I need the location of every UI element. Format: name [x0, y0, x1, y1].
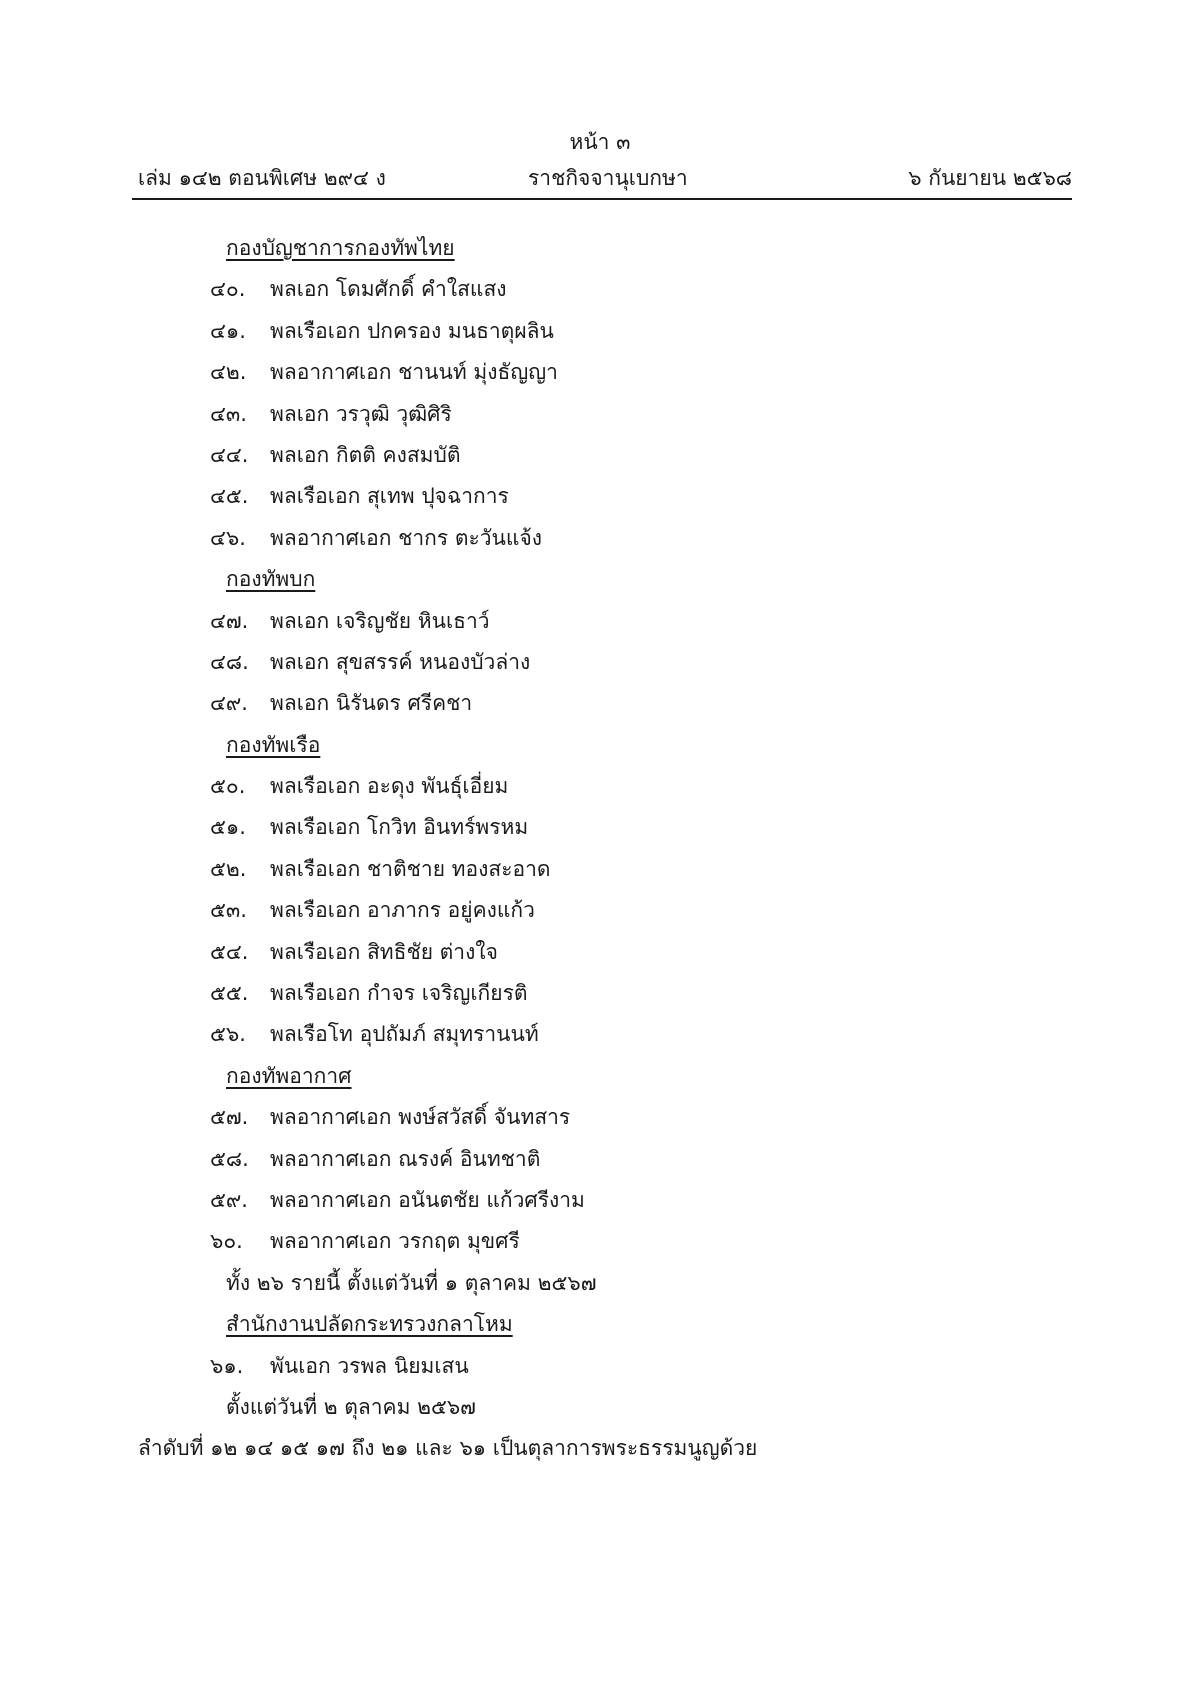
item-name: พลเอก โดมศักดิ์ คำใสแสง: [270, 277, 507, 302]
item-name: พลเรือเอก อาภากร อยู่คงแก้ว: [270, 898, 535, 923]
item-number: ๕๔.: [210, 939, 249, 964]
item-name: พลเอก สุขสรรค์ หนองบัวล่าง: [270, 649, 531, 674]
item-number: ๕๐.: [210, 774, 246, 799]
section-heading-text: กองทัพบก: [226, 567, 316, 592]
list-item: [0, 1139, 1200, 1180]
item-number: ๖๑.: [210, 1353, 244, 1378]
item-number: ๔๘.: [210, 649, 249, 674]
effective-date-note: ตั้งแต่วันที่ ๒ ตุลาคม ๒๕๖๗: [226, 1394, 476, 1419]
list-item: [0, 849, 1200, 890]
list-item: [0, 807, 1200, 848]
item-name: พลอากาศเอก พงษ์สวัสดิ์ จันทสาร: [270, 1105, 571, 1130]
item-number: ๔๒.: [210, 360, 247, 385]
item-number: ๔๑.: [210, 318, 246, 343]
list-item: [0, 518, 1200, 559]
list-item: [0, 1346, 1200, 1387]
item-number: ๔๙.: [210, 691, 248, 716]
item-number: ๖๐.: [210, 1229, 243, 1254]
list-item: [0, 1014, 1200, 1055]
item-number: ๔๗.: [210, 608, 249, 633]
item-number: ๕๕.: [210, 981, 249, 1006]
volume-issue: เล่ม ๑๔๒ ตอนพิเศษ ๒๙๔ ง: [138, 166, 386, 190]
item-number: ๕๗.: [210, 1105, 249, 1130]
item-name: พันเอก วรพล นิยมเสน: [270, 1353, 469, 1378]
item-number: ๕๓.: [210, 898, 247, 923]
item-name: พลอากาศเอก ชานนท์ มุ่งธัญญา: [270, 360, 558, 385]
section-heading-text: กองทัพอากาศ: [226, 1063, 352, 1088]
item-name: พลเรือเอก กำจร เจริญเกียรติ: [270, 981, 528, 1006]
list-item: [0, 394, 1200, 435]
item-name: พลเอก นิรันดร ศรีคชา: [270, 691, 473, 716]
item-number: ๔๕.: [210, 484, 249, 509]
item-name: พลเรือเอก สุเทพ ปุจฉาการ: [270, 484, 509, 509]
list-item: [0, 1221, 1200, 1262]
item-number: ๕๑.: [210, 815, 246, 840]
item-name: พลเรือเอก ชาติชาย ทองสะอาด: [270, 856, 551, 881]
list-item: [0, 435, 1200, 476]
list-item: [0, 601, 1200, 642]
item-number: ๕๙.: [210, 1187, 248, 1212]
section-heading: [0, 1304, 1200, 1345]
item-number: ๕๖.: [210, 1022, 246, 1047]
item-name: พลเรือโท อุปถัมภ์ สมุทรานนท์: [270, 1022, 539, 1047]
item-name: พลเรือเอก ปกครอง มนธาตุผลิน: [270, 318, 554, 343]
item-name: พลอากาศเอก อนันตชัย แก้วศรีงาม: [270, 1187, 585, 1212]
item-number: ๔๐.: [210, 277, 246, 302]
list-item: [0, 890, 1200, 931]
item-name: พลเรือเอก อะดุง พันธุ์เอี่ยม: [270, 774, 509, 799]
item-name: พลเอก วรวุฒิ วุฒิศิริ: [270, 401, 452, 426]
appointment-list: [0, 228, 1200, 1470]
publication-date: ๖ กันยายน ๒๕๖๘: [908, 166, 1072, 190]
effective-date-note: ทั้ง ๒๖ รายนี้ ตั้งแต่วันที่ ๑ ตุลาคม ๒๕๖๗: [226, 1270, 597, 1295]
footnote: ลำดับที่ ๑๒ ๑๔ ๑๕ ๑๗ ถึง ๒๑ และ ๖๑ เป็นตุลาการพระธรรมนูญด้วย: [138, 1436, 758, 1461]
header-rule: [132, 198, 1072, 200]
section-heading-text: กองบัญชาการกองทัพไทย: [226, 236, 455, 260]
section-heading: [0, 228, 1200, 269]
item-name: พลอากาศเอก ชากร ตะวันแจ้ง: [270, 525, 543, 550]
section-heading: [0, 1056, 1200, 1097]
section-heading: [0, 725, 1200, 766]
item-number: ๔๓.: [210, 401, 247, 426]
list-item: [0, 932, 1200, 973]
list-item: [0, 476, 1200, 517]
section-heading: [0, 559, 1200, 600]
item-name: พลเรือเอก โกวิท อินทร์พรหม: [270, 815, 529, 840]
list-item: [0, 766, 1200, 807]
list-item: [0, 642, 1200, 683]
item-name: พลเอก กิตติ คงสมบัติ: [270, 442, 461, 467]
item-number: ๕๒.: [210, 856, 247, 881]
item-number: ๔๖.: [210, 525, 246, 550]
item-name: พลเอก เจริญชัย หินเธาว์: [270, 608, 490, 633]
list-item: [0, 352, 1200, 393]
item-name: พลเรือเอก สิทธิชัย ต่างใจ: [270, 939, 498, 964]
list-item: [0, 1097, 1200, 1138]
publication-title: ราชกิจจานุเบกษา: [528, 166, 688, 190]
list-item: [0, 973, 1200, 1014]
item-number: ๕๘.: [210, 1146, 249, 1171]
item-name: พลอากาศเอก ณรงค์ อินทชาติ: [270, 1146, 541, 1171]
section-heading-text: สำนักงานปลัดกระทรวงกลาโหม: [226, 1312, 513, 1337]
page-number: หน้า ๓: [569, 130, 631, 154]
item-number: ๔๔.: [210, 442, 249, 467]
list-item: [0, 311, 1200, 352]
list-item: [0, 1180, 1200, 1221]
list-item: [0, 269, 1200, 310]
section-heading-text: กองทัพเรือ: [226, 732, 321, 757]
list-item: [0, 683, 1200, 724]
item-name: พลอากาศเอก วรกฤต มุขศรี: [270, 1229, 520, 1254]
